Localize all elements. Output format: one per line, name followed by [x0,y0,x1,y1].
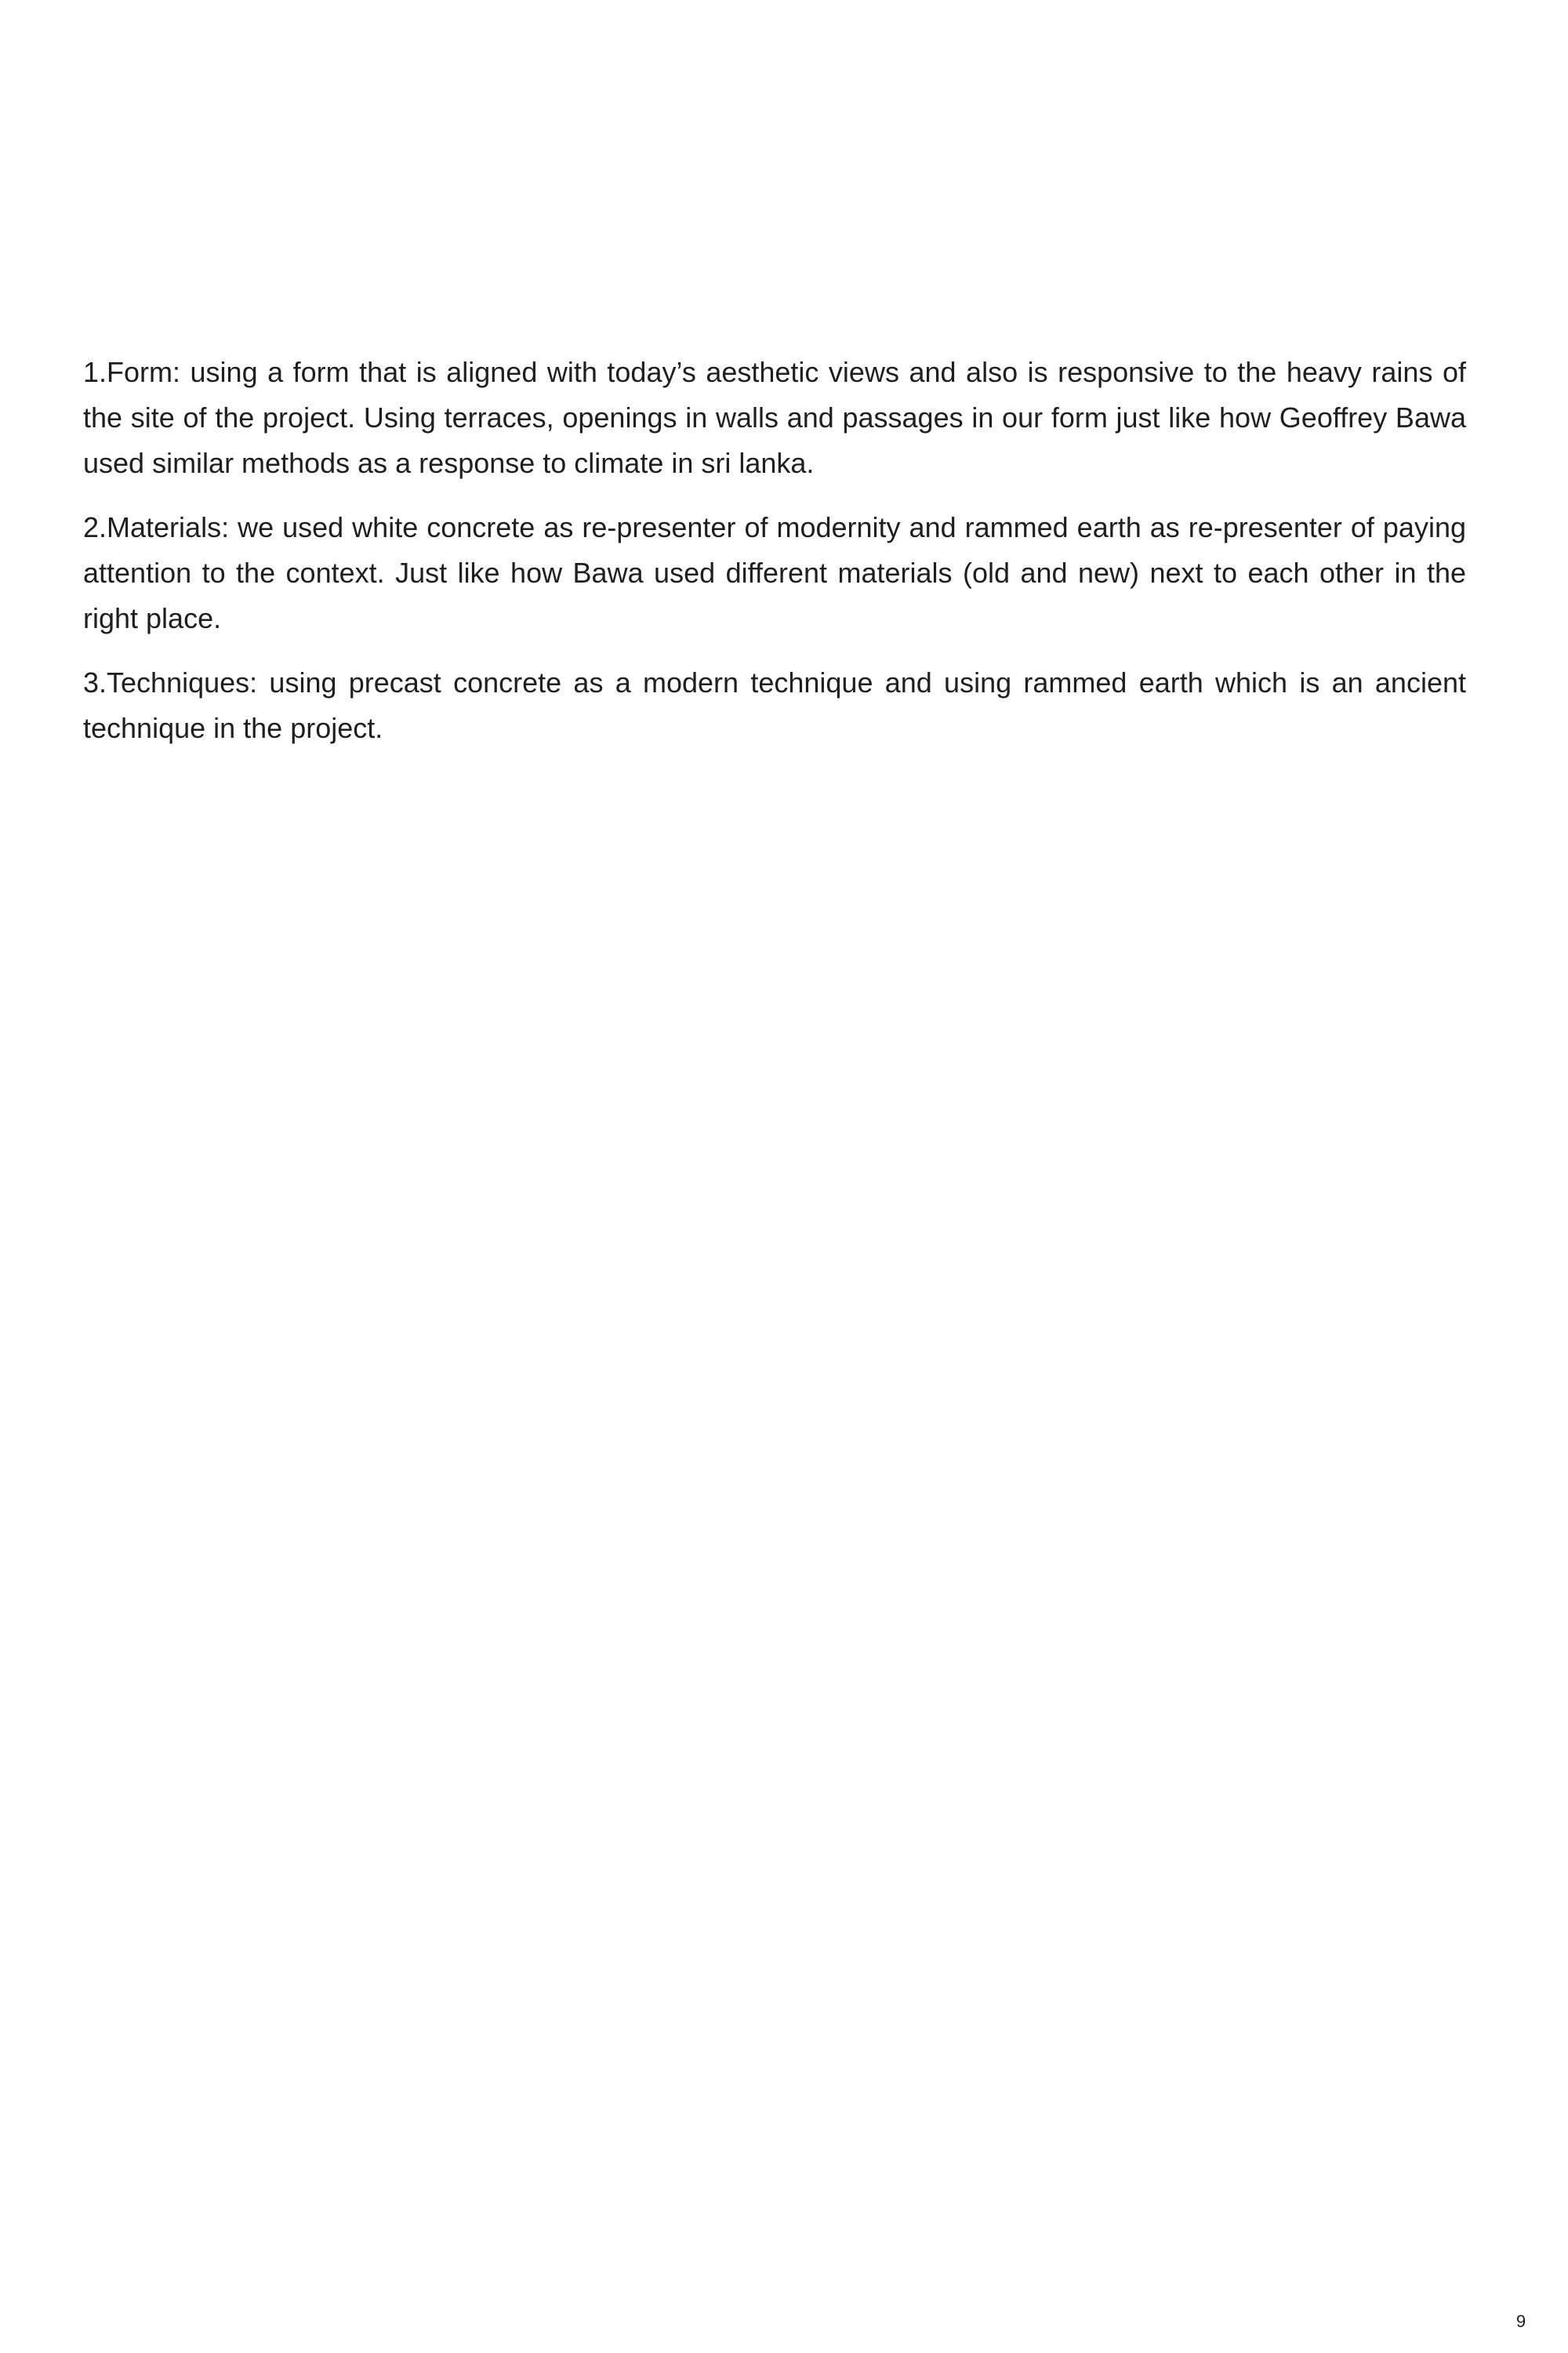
page-number: 9 [1515,2311,1526,2331]
paragraph-techniques: 3.Techniques: using precast concrete as a modern technique and using rammed earth which is an ancient technique in the project. [83,666,1466,744]
paragraph-form: 1.Form: using a form that is aligned with today’s aesthetic views and also is responsive to the heavy rains of the site of the project. Using terraces, openings in walls and passages in our form just like how Geoffrey Bawa used similar methods as a response to climate in sri lanka. [83,356,1466,479]
body-text [83,350,1466,770]
paragraph-materials: 2.Materials: we used white concrete as re-presenter of modernity and rammed earth as re-presenter of paying attention to the context. Just like how Bawa used different materials (old and new) next to each other in the right place. [83,511,1466,634]
